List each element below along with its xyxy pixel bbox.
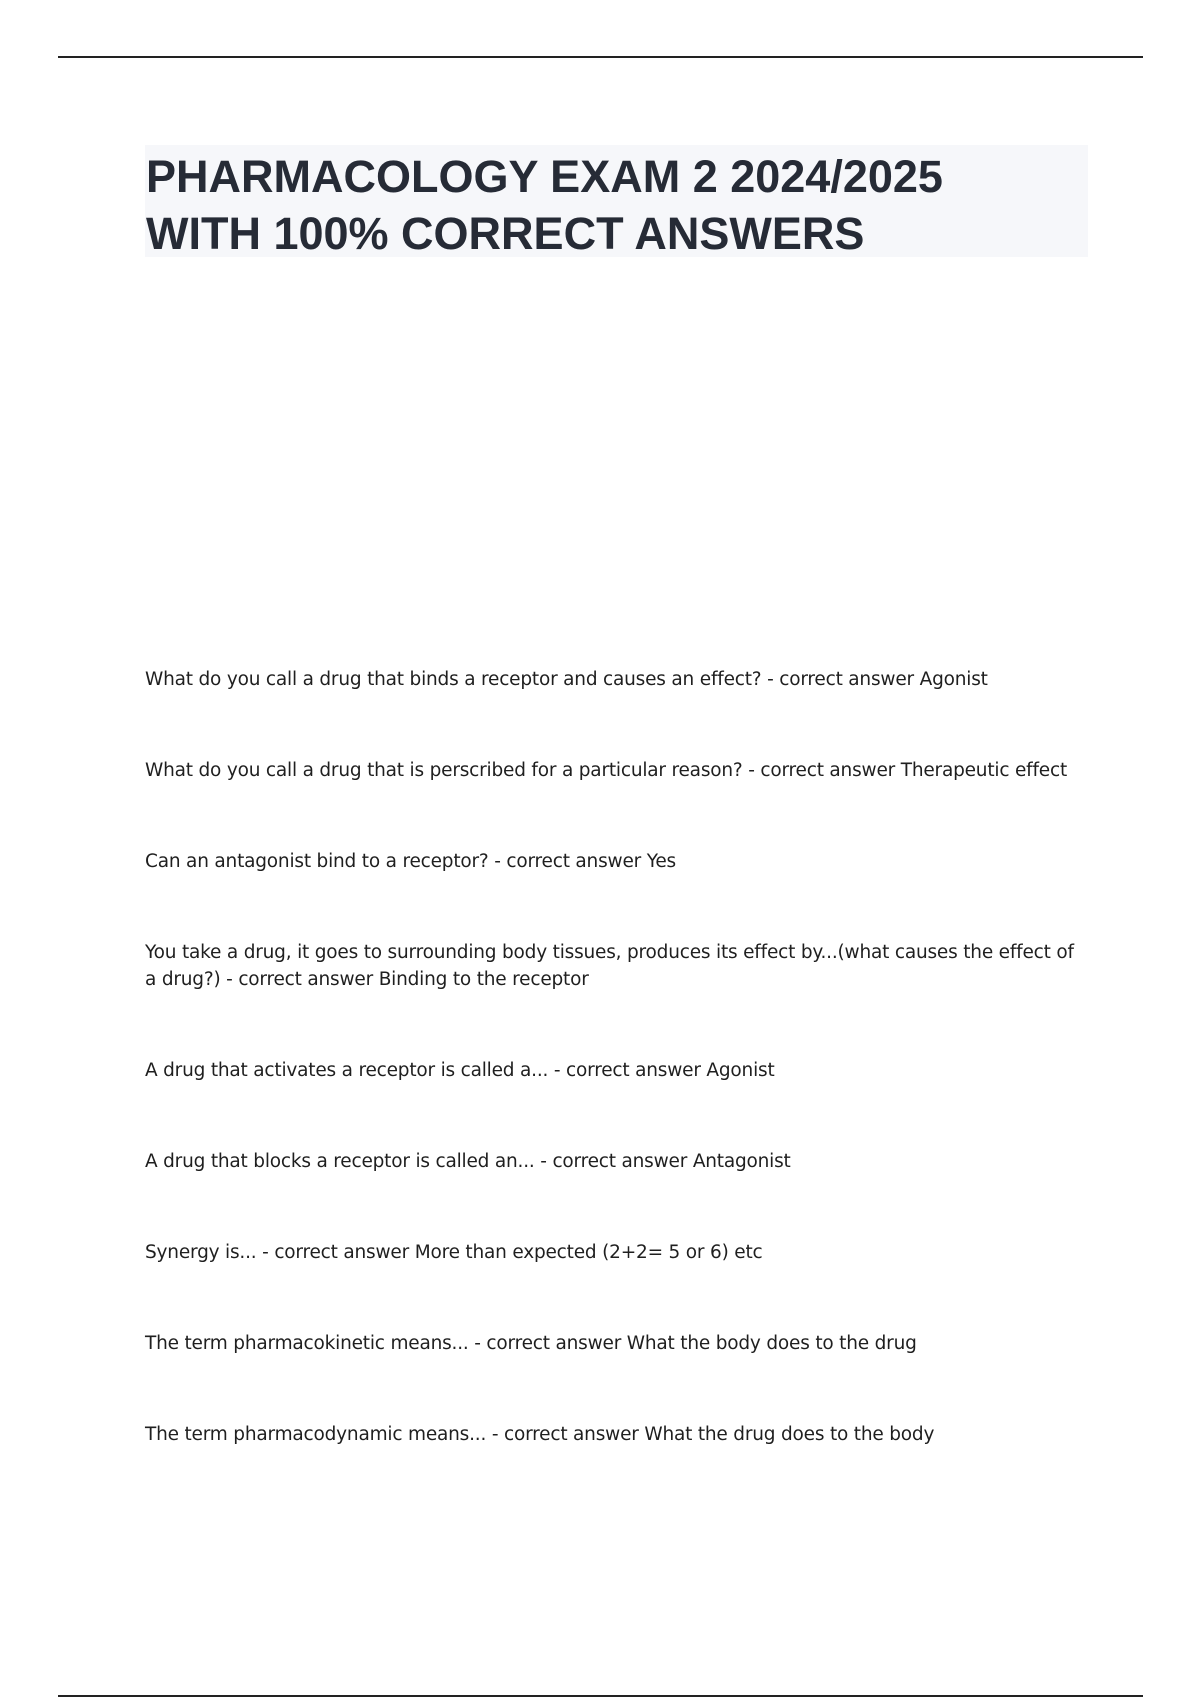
answer-separator: - correct answer: [256, 1242, 415, 1263]
top-rule: [58, 56, 1143, 58]
answer-text: Yes: [646, 851, 676, 872]
answer-separator: - correct answer: [761, 669, 920, 690]
answer-text: More than expected (2+2= 5 or 6) etc: [414, 1242, 763, 1263]
answer-separator: - correct answer: [742, 760, 901, 781]
qa-item: [145, 1239, 1085, 1266]
qa-item: [145, 666, 1085, 693]
qa-item: [145, 1330, 1085, 1357]
qa-item: [145, 1148, 1085, 1175]
answer-separator: - correct answer: [486, 1424, 645, 1445]
answer-text: Antagonist: [692, 1151, 791, 1172]
title-line-1: PHARMACOLOGY EXAM 2 2024/2025: [146, 151, 943, 202]
answer-separator: - correct answer: [220, 969, 379, 990]
answer-text: What the drug does to the body: [644, 1424, 935, 1445]
question-text: You take a drug, it goes to surrounding body tissues, produces its effect by...(what causes the effect of a drug?): [145, 942, 1074, 990]
document-title: [146, 148, 1086, 262]
title-line-2: WITH 100% CORRECT ANSWERS: [146, 208, 865, 259]
question-text: The term pharmacodynamic means...: [145, 1424, 487, 1445]
bottom-rule: [58, 1695, 1143, 1697]
answer-text: What the body does to the drug: [626, 1333, 917, 1354]
qa-item: [145, 1421, 1085, 1448]
question-text: Can an antagonist bind to a receptor?: [145, 851, 489, 872]
qa-item: [145, 848, 1085, 875]
question-text: What do you call a drug that is perscribed for a particular reason?: [145, 760, 743, 781]
answer-separator: - correct answer: [534, 1151, 693, 1172]
answer-text: Therapeutic effect: [900, 760, 1067, 781]
answer-text: Agonist: [706, 1060, 775, 1081]
answer-separator: - correct answer: [488, 851, 647, 872]
qa-item: [145, 757, 1085, 784]
qa-item: [145, 1057, 1085, 1084]
answer-separator: - correct answer: [548, 1060, 707, 1081]
question-text: Synergy is...: [145, 1242, 257, 1263]
answer-text: Binding to the receptor: [378, 969, 589, 990]
question-text: The term pharmacokinetic means...: [145, 1333, 469, 1354]
question-text: A drug that activates a receptor is called a...: [145, 1060, 549, 1081]
answer-separator: - correct answer: [468, 1333, 627, 1354]
answer-text: Agonist: [919, 669, 988, 690]
question-text: A drug that blocks a receptor is called an...: [145, 1151, 535, 1172]
qa-item: [145, 939, 1085, 993]
question-text: What do you call a drug that binds a receptor and causes an effect?: [145, 669, 762, 690]
